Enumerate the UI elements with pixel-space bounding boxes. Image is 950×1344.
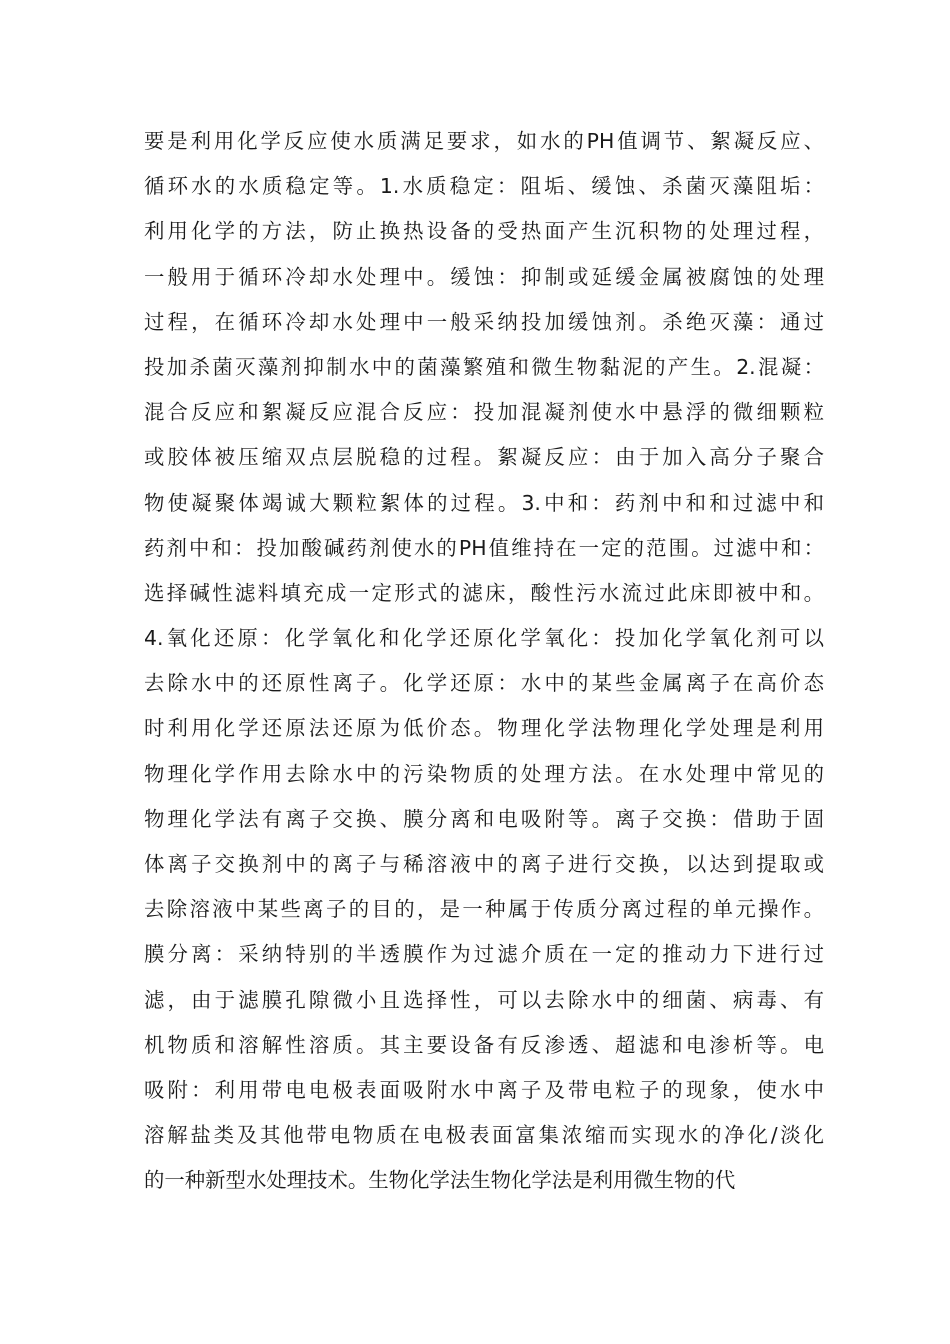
text-line: 时利用化学还原法还原为低价态。物理化学法物理化学处理是利用	[144, 716, 824, 741]
text-line: 机物质和溶解性溶质。其主要设备有反渗透、超滤和电渗析等。电	[144, 1032, 824, 1057]
text-line: 体离子交换剂中的离子与稀溶液中的离子进行交换，以达到提取或	[144, 852, 824, 876]
text-line: 循环水的水质稳定等。1.水质稳定：阻垢、缓蚀、杀菌灭藻阻垢：	[144, 174, 824, 199]
body-text	[144, 119, 824, 1204]
text-line: 物理化学作用去除水中的污染物质的处理方法。在水处理中常见的	[144, 761, 824, 786]
text-line: 选择碱性滤料填充成一定形式的滤床，酸性污水流过此床即被中和。	[144, 580, 824, 605]
text-line: 过程，在循环冷却水处理中一般采纳投加缓蚀剂。杀绝灭藻：通过	[144, 309, 824, 334]
text-line: 物理化学法有离子交换、膜分离和电吸附等。离子交换：借助于固	[144, 806, 824, 831]
text-line: 或胶体被压缩双点层脱稳的过程。絮凝反应：由于加入高分子聚合	[144, 445, 824, 470]
text-line: 药剂中和：投加酸碱药剂使水的PH值维持在一定的范围。过滤中和：	[144, 535, 824, 560]
text-line: 混合反应和絮凝反应混合反应：投加混凝剂使水中悬浮的微细颗粒	[144, 400, 824, 425]
text-line: 溶解盐类及其他带电物质在电极表面富集浓缩而实现水的净化/淡化	[144, 1123, 824, 1148]
text-line: 去除水中的还原性离子。化学还原：水中的某些金属离子在高价态	[144, 671, 824, 696]
text-line: 去除溶液中某些离子的目的，是一种属于传质分离过程的单元操作。	[144, 897, 824, 922]
text-line: 一般用于循环冷却水处理中。缓蚀：抑制或延缓金属被腐蚀的处理	[144, 264, 824, 289]
text-line: 物使凝聚体竭诚大颗粒絮体的过程。3.中和：药剂中和和过滤中和	[144, 490, 824, 515]
text-line: 投加杀菌灭藻剂抑制水中的菌藻繁殖和微生物黏泥的产生。2.混凝：	[144, 354, 824, 379]
text-line: 的一种新型水处理技术。生物化学法生物化学法是利用微生物的代	[144, 1168, 736, 1193]
text-line: 利用化学的方法，防止换热设备的受热面产生沉积物的处理过程，	[144, 219, 824, 244]
text-line: 膜分离：采纳特别的半透膜作为过滤介质在一定的推动力下进行过	[144, 942, 824, 967]
text-line: 滤，由于滤膜孔隙微小且选择性，可以去除水中的细菌、病毒、有	[144, 987, 824, 1012]
text-line: 4.氧化还原：化学氧化和化学还原化学氧化：投加化学氧化剂可以	[144, 626, 824, 651]
text-line: 吸附：利用带电电极表面吸附水中离子及带电粒子的现象，使水中	[144, 1077, 824, 1102]
text-line: 要是利用化学反应使水质满足要求，如水的PH值调节、絮凝反应、	[144, 129, 824, 153]
